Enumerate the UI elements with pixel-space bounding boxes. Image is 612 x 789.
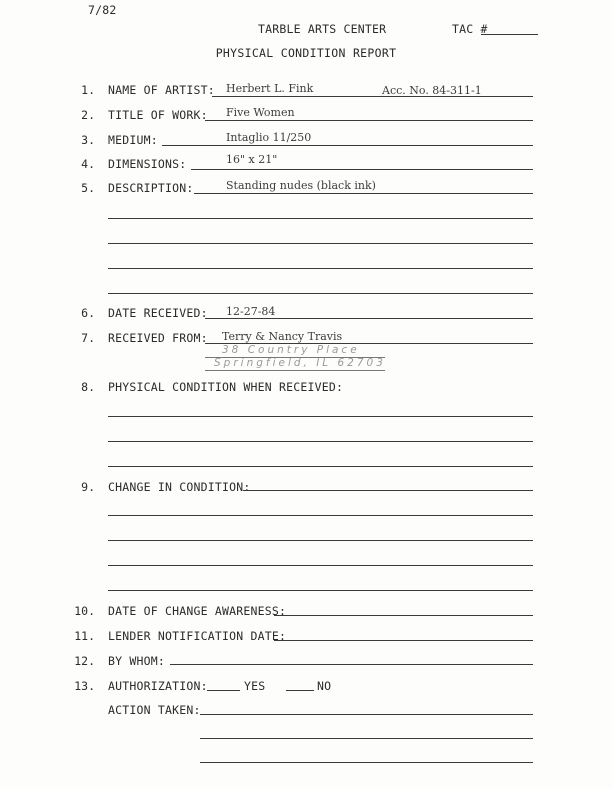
field-4-number: 4. [81,157,95,171]
change-line-2[interactable] [108,515,533,516]
date-received-line[interactable] [205,318,533,319]
change-line-1[interactable] [243,490,533,491]
description-line-3[interactable] [108,243,533,244]
dimensions-line[interactable] [191,169,533,170]
received-from-value: Terry & Nancy Travis [222,330,343,343]
field-5-number: 5. [81,181,95,195]
received-from-line-3[interactable] [205,370,385,371]
change-line-5[interactable] [108,590,533,591]
field-4-label: DIMENSIONS: [108,157,187,171]
field-2-number: 2. [81,108,95,122]
description-line-4[interactable] [108,268,533,269]
field-13-number: 13. [74,679,95,693]
tac-number-line[interactable] [481,34,538,35]
action-taken-line-1[interactable] [200,714,533,715]
field-12-number: 12. [74,654,95,668]
title-of-work-line[interactable] [205,120,533,121]
field-9-number: 9. [81,480,95,494]
lender-notification-line[interactable] [274,640,533,641]
field-10-number: 10. [74,604,95,618]
field-6-label: DATE RECEIVED: [108,306,208,320]
by-whom-line[interactable] [170,664,533,665]
field-3-label: MEDIUM: [108,133,158,147]
form-title: PHYSICAL CONDITION REPORT [215,46,397,60]
field-7-label: RECEIVED FROM: [108,331,208,345]
medium-line[interactable] [162,145,533,146]
field-1-label: NAME OF ARTIST: [108,83,215,97]
field-3-number: 3. [81,133,95,147]
date-received-value: 12-27-84 [226,305,276,318]
artist-name-value: Herbert L. Fink [226,82,314,95]
description-line-2[interactable] [108,218,533,219]
action-taken-line-3[interactable] [200,762,533,763]
field-7-number: 7. [81,331,95,345]
received-from-address-line: 38 Country Place [222,344,360,356]
field-6-number: 6. [81,306,95,320]
institution-name: TARBLE ARTS CENTER [258,22,387,36]
description-value: Standing nudes (black ink) [226,179,376,192]
title-of-work-value: Five Women [226,106,295,119]
field-11-label: LENDER NOTIFICATION DATE: [108,629,287,643]
change-line-3[interactable] [108,540,533,541]
field-13-label: AUTHORIZATION: [108,679,208,693]
field-2-label: TITLE OF WORK: [108,108,208,122]
change-line-4[interactable] [108,565,533,566]
no-checkline[interactable] [286,690,314,691]
action-taken-label: ACTION TAKEN: [108,703,201,717]
action-taken-line-2[interactable] [200,738,533,739]
field-9-label: CHANGE IN CONDITION: [108,480,251,494]
no-label: NO [317,679,332,693]
date-code: 7/82 [88,3,117,17]
condition-line-1[interactable] [108,416,533,417]
dimensions-value: 16" x 21" [226,153,278,166]
field-10-label: DATE OF CHANGE AWARENESS: [108,604,287,618]
accession-number-value: Acc. No. 84-311-1 [382,84,482,97]
yes-label: YES [244,679,266,693]
field-8-label: PHYSICAL CONDITION WHEN RECEIVED: [108,380,344,394]
field-8-number: 8. [81,380,95,394]
received-from-city-line: Springfield, IL 62703 [214,357,386,369]
tac-label: TAC # [452,22,488,36]
condition-line-2[interactable] [108,441,533,442]
description-line-1[interactable] [194,193,533,194]
artist-name-line[interactable] [212,96,533,97]
yes-checkline[interactable] [207,690,240,691]
field-12-label: BY WHOM: [108,654,165,668]
field-11-number: 11. [74,629,95,643]
medium-value: Intaglio 11/250 [226,131,312,144]
field-5-label: DESCRIPTION: [108,181,194,195]
description-line-5[interactable] [108,293,533,294]
change-awareness-line[interactable] [274,615,533,616]
field-1-number: 1. [81,83,95,97]
condition-line-3[interactable] [108,466,533,467]
